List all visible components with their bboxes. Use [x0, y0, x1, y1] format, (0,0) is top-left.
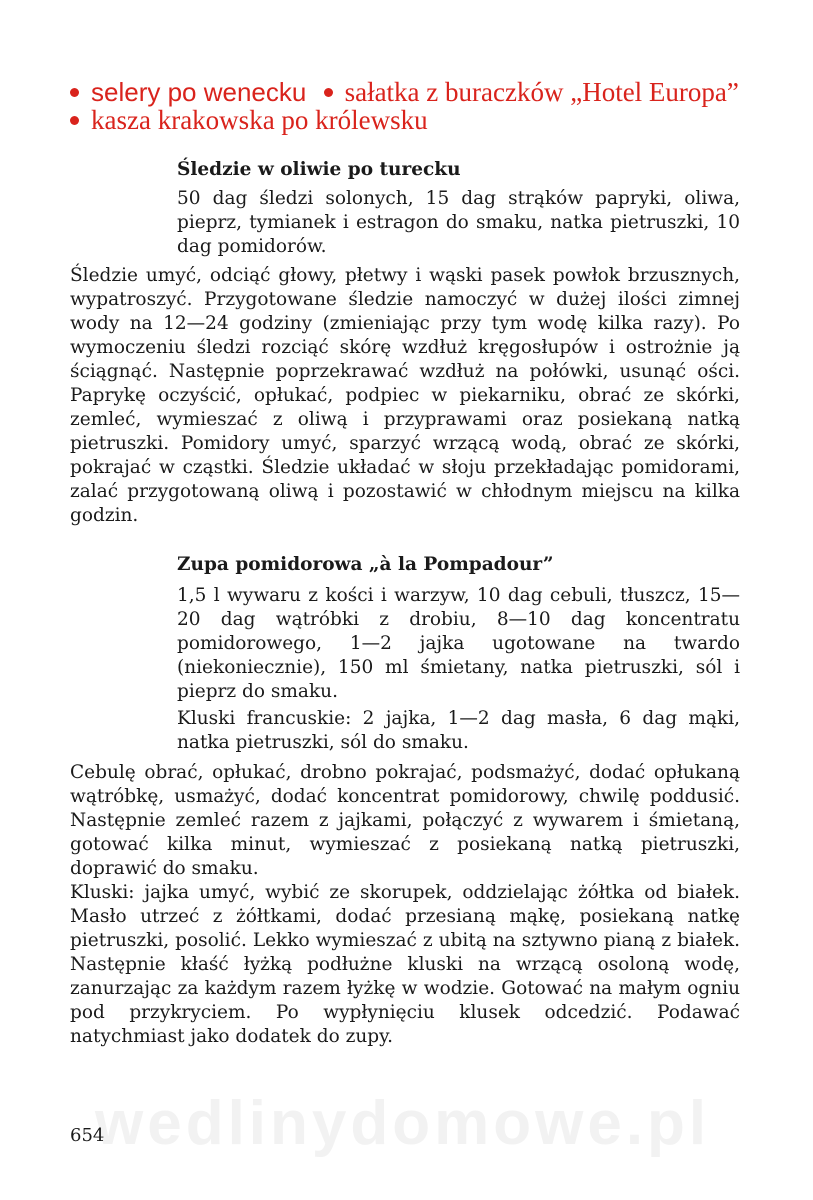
- recipe-title: Zupa pomidorowa „à la Pompadour”: [177, 554, 554, 575]
- method-paragraph: Cebulę obrać, opłukać, drobno pokrajać, podsmażyć, dodać opłukaną wątróbkę, usmażyć, dodać koncentrat pomidorowy, chwilę poddusić. Następnie zemleć razem z jajkami, połączyć z wywarem i śmietaną, gotować kilka minut, wymieszać z posiekaną natką pietruszki, doprawić do smaku.: [70, 762, 740, 879]
- header-item: sałatka z buraczków „Hotel Europa”: [344, 77, 739, 107]
- watermark: wedlinydomowe.pl: [95, 1089, 711, 1158]
- method-paragraph: Śledzie umyć, odciąć głowy, płetwy i wąski pasek powłok brzusznych, wypatroszyć. Przygotowane śledzie namoczyć w dużej ilości zimnej wody na 12—24 godziny (zmieniając przy tym wodę kilka razy). Po wymoczeniu śledzi rozciąć skórę wzdłuż kręgosłupów i ostrożnie ją ściągnąć. Następnie poprzekrawać wzdłuż na połówki, usunąć ości. Paprykę oczyścić, opłukać, podpiec w piekarniku, obrać ze skórki, zemleć, wymieszać z oliwą i przyprawami oraz posiekaną natką pietruszki. Pomidory umyć, sparzyć wrzącą wodą, obrać ze skórki, pokrajać w cząstki. Śledzie układać w słoju przekładając pomidorami, zalać przygotowaną oliwą i pozostawić w chłodnym miejscu na kilka godzin.: [70, 265, 740, 526]
- header-item: selery po wenecku: [91, 77, 307, 107]
- recipe-title: Śledzie w oliwie po turecku: [177, 159, 461, 180]
- recipe-method: [70, 264, 740, 528]
- page-number: 654: [70, 1125, 105, 1146]
- method-paragraph: Kluski: jajka umyć, wybić ze skorupek, oddzielając żółtka od białek. Masło utrzeć z żółtkami, dodać przesianą mąkę, posiekaną natkę pietruszki, posolić. Lekko wymieszać z ubitą na sztywno pianą z białek. Następnie kłaść łyżką podłużne kluski na wrzącą osoloną wodę, zanurzając za każdym razem łyżkę w wodzie. Gotować na małym ogniu pod przykryciem. Po wypłynięciu klusek odcedzić. Podawać natychmiast jako dodatek do zupy.: [70, 882, 740, 1047]
- recipe-ingredients: 1,5 l wywaru z kości i warzyw, 10 dag cebuli, tłuszcz, 15—20 dag wątróbki z drobiu, 8—10 dag koncentratu pomidorowego, 1—2 jajka ugotowane na twardo (niekoniecznie), 150 ml śmietany, natka pietruszki, sól i pieprz do smaku.: [177, 585, 740, 702]
- bullet-icon: [324, 88, 333, 97]
- recipe-ingredients: 50 dag śledzi solonych, 15 dag strąków papryki, oliwa, pieprz, tymianek i estragon do smaku, natka pietruszki, 10 dag pomidorów.: [177, 188, 740, 257]
- chapter-header: [70, 78, 760, 134]
- dumpling-ingredients: Kluski francuskie: 2 jajka, 1—2 dag masła, 6 dag mąki, natka pietruszki, sól do smaku.: [177, 708, 740, 753]
- bullet-icon: [70, 88, 79, 97]
- recipe-method: [70, 761, 740, 1049]
- bullet-icon: [70, 116, 79, 125]
- header-item: kasza krakowska po królewsku: [91, 105, 428, 135]
